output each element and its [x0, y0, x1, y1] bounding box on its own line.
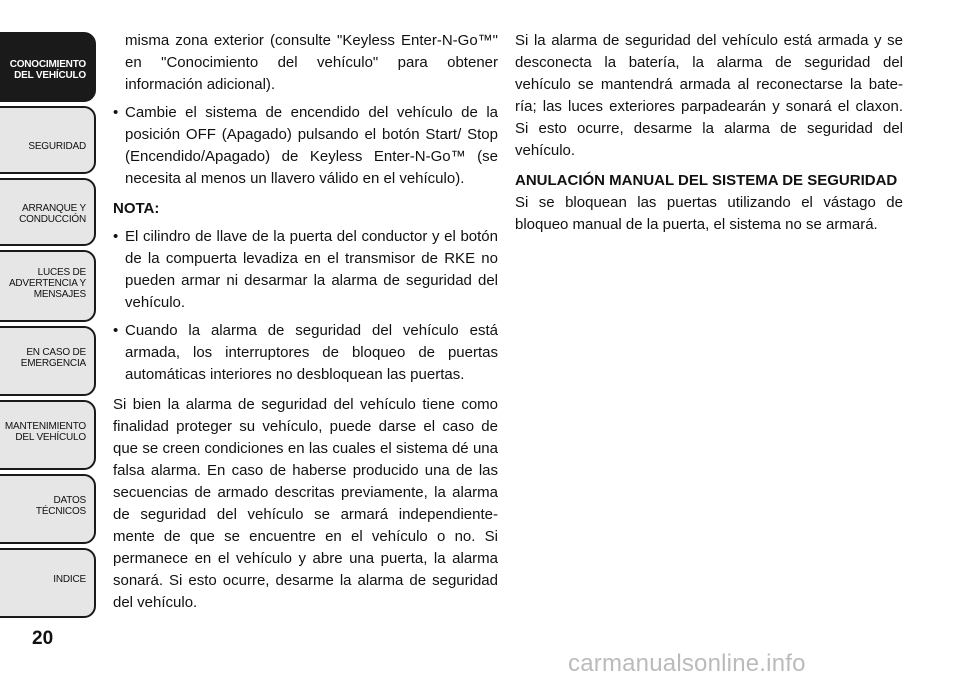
tab-en-caso-de-emergencia[interactable]	[0, 326, 96, 396]
list-item	[113, 320, 498, 386]
page-number: 20	[32, 628, 54, 649]
continuation-text: misma zona exterior (consulte "Keyless Enter-N-Go™" en "Conocimiento del vehículo" para obtener información adicional).	[125, 32, 498, 93]
list-item-text: Cambie el sistema de encendido del vehículo de la posición OFF (Apagado) pulsando el botón Start/ Stop (Encendido/Apagado) de Keyless Enter-N-Go™ (se necesita al menos un llavero válido en el vehículo).	[125, 104, 498, 187]
section-heading: ANULACIÓN MANUAL DEL SISTEMA DE SEGURIDAD	[515, 172, 898, 189]
list-item	[113, 226, 498, 314]
tab-arranque-y-conduccion[interactable]	[0, 178, 96, 246]
bullet-icon: •	[113, 104, 119, 121]
body-paragraph: Si bien la alarma de seguridad del vehículo tiene como finalidad proteger su vehículo, puede darse el caso de que se creen condiciones en las cuales el sistema dé una falsa alarma. En caso de haberse producido una de las secuencias de armado descritas previamente, la alarma de seguridad del vehículo se armará independiente- mente de que se encuentre en el vehículo o no. Si permanece en el vehículo y abre una puerta, la alarma sonará. Si esto ocurre, desarme la alarma de seguridad del vehículo.	[113, 396, 498, 611]
tab-label: EN CASO DE EMERGENCIA	[20, 347, 86, 369]
tab-label: MANTENIMIENTO DEL VEHÍCULO	[4, 421, 86, 443]
tab-label: DATOS TÉCNICOS	[35, 495, 86, 517]
list-item	[113, 102, 498, 190]
body-paragraph: Si se bloquean las puertas utilizando el vástago de bloqueo manual de la puerta, el sistema no se armará.	[515, 194, 903, 233]
body-paragraph: Si la alarma de seguridad del vehículo está armada y se desconecta la batería, la alarma de seguridad del vehículo se mantendrá armada al reconectarse la bate- ría; las luces exteriores parpadearán y sonará el claxon. Si esto ocurre, desarme la alarma de seguridad del vehículo.	[515, 32, 903, 159]
tab-seguridad[interactable]	[0, 106, 96, 174]
tab-mantenimiento-del-vehiculo[interactable]	[0, 400, 96, 470]
list-item-text: El cilindro de llave de la puerta del conductor y el botón de la compuerta levadiza en el transmisor de RKE no pueden armar ni desarmar la alarma de seguridad del vehículo.	[125, 228, 498, 311]
bullet-icon: •	[113, 322, 119, 339]
note-label: NOTA:	[113, 200, 160, 217]
watermark-text: carmanualsonline.info	[568, 650, 806, 677]
tab-label: CONOCIMIENTO DEL VEHÍCULO	[9, 59, 86, 81]
left-column	[113, 30, 498, 614]
tab-indice[interactable]	[0, 548, 96, 618]
tab-datos-tecnicos[interactable]	[0, 474, 96, 544]
list-item-text: Cuando la alarma de seguridad del vehículo está armada, los interruptores de bloqueo de puertas automáticas interiores no desbloquean las puertas.	[125, 322, 498, 383]
tab-conocimiento-del-vehiculo[interactable]	[0, 32, 96, 102]
tab-label: INDICE	[53, 574, 86, 585]
tab-label: SEGURIDAD	[28, 141, 86, 152]
tab-label: LUCES DE ADVERTENCIA Y MENSAJES	[8, 267, 86, 300]
tab-luces-de-advertencia[interactable]	[0, 250, 96, 322]
right-column	[515, 30, 903, 236]
bullet-icon: •	[113, 228, 119, 245]
tab-label: ARRANQUE Y CONDUCCIÓN	[19, 203, 86, 225]
